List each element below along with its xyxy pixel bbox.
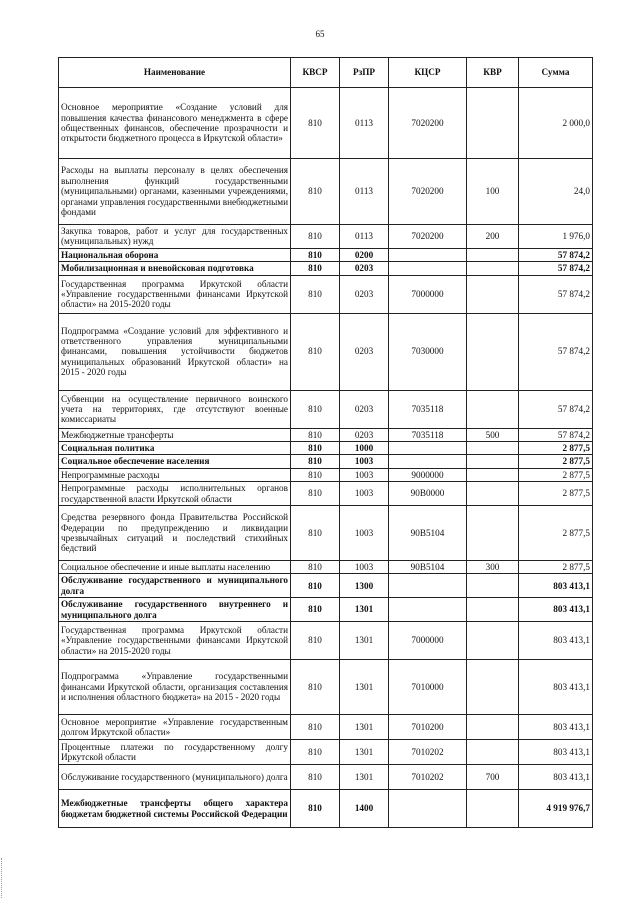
- cell-name: Непрограммные расходы: [59, 468, 291, 481]
- cell-rzpr: 1301: [340, 765, 389, 790]
- cell-kvr: [467, 262, 519, 275]
- cell-name: Подпрограмма «Управление государственными финансами Иркутской области, организация составления и исполнения областного бюджета» на 2015 - 2020 годы: [59, 660, 291, 715]
- cell-kvr: [467, 598, 519, 622]
- header-name: Наименование: [59, 58, 291, 88]
- cell-rzpr: 0200: [340, 248, 389, 261]
- cell-kvr: [467, 248, 519, 261]
- cell-kcsr: 90В0000: [389, 482, 467, 506]
- cell-rzpr: 0203: [340, 428, 389, 441]
- cell-rzpr: 1003: [340, 455, 389, 468]
- cell-kvsr: 810: [291, 428, 340, 441]
- cell-kvsr: 810: [291, 790, 340, 828]
- cell-sum: 2 000,0: [519, 88, 593, 159]
- cell-sum: 803 413,1: [519, 740, 593, 765]
- table-row: [59, 715, 593, 740]
- cell-rzpr: 1301: [340, 598, 389, 622]
- cell-kvr: [467, 455, 519, 468]
- table-row: [59, 740, 593, 765]
- cell-kvr: [467, 740, 519, 765]
- page-number: 65: [315, 29, 325, 39]
- cell-sum: 803 413,1: [519, 622, 593, 660]
- cell-kvsr: 810: [291, 88, 340, 159]
- cell-name: Закупка товаров, работ и услуг для государственных (муниципальных) нужд: [59, 225, 291, 249]
- cell-sum: 57 874,2: [519, 390, 593, 428]
- table-row: [59, 574, 593, 598]
- cell-kvsr: 810: [291, 482, 340, 506]
- table-row: [59, 598, 593, 622]
- cell-kcsr: [389, 442, 467, 455]
- cell-rzpr: 0203: [340, 275, 389, 313]
- table-row: [59, 159, 593, 225]
- cell-sum: 57 874,2: [519, 313, 593, 390]
- cell-kcsr: 7010202: [389, 740, 467, 765]
- cell-kcsr: 90В5104: [389, 561, 467, 574]
- table-row: [59, 622, 593, 660]
- cell-kvsr: 810: [291, 455, 340, 468]
- cell-kvsr: 810: [291, 506, 340, 561]
- cell-sum: 803 413,1: [519, 765, 593, 790]
- cell-sum: 4 919 976,7: [519, 790, 593, 828]
- cell-rzpr: 1003: [340, 506, 389, 561]
- cell-name: Социальное обеспечение населения: [59, 455, 291, 468]
- cell-kcsr: 7020200: [389, 159, 467, 225]
- cell-sum: 57 874,2: [519, 275, 593, 313]
- table-row: [59, 442, 593, 455]
- table-row: [59, 506, 593, 561]
- table-row: [59, 561, 593, 574]
- cell-kcsr: 7035118: [389, 428, 467, 441]
- cell-kcsr: 7035118: [389, 390, 467, 428]
- table-row: [59, 455, 593, 468]
- cell-kcsr: 9000000: [389, 468, 467, 481]
- cell-rzpr: 0203: [340, 262, 389, 275]
- cell-sum: 24,0: [519, 159, 593, 225]
- cell-rzpr: 1301: [340, 740, 389, 765]
- cell-kcsr: [389, 248, 467, 261]
- table-row: [59, 790, 593, 828]
- cell-kcsr: [389, 598, 467, 622]
- table-row: [59, 262, 593, 275]
- cell-rzpr: 0113: [340, 225, 389, 249]
- cell-kcsr: 7010000: [389, 660, 467, 715]
- cell-kcsr: 7010202: [389, 765, 467, 790]
- cell-kvr: [467, 506, 519, 561]
- cell-kvr: [467, 390, 519, 428]
- table-row: [59, 428, 593, 441]
- cell-kcsr: 7010200: [389, 715, 467, 740]
- cell-rzpr: 0113: [340, 88, 389, 159]
- cell-sum: 57 874,2: [519, 262, 593, 275]
- cell-kvr: [467, 715, 519, 740]
- cell-sum: 57 874,2: [519, 248, 593, 261]
- cell-sum: 2 877,5: [519, 455, 593, 468]
- cell-rzpr: 1003: [340, 482, 389, 506]
- cell-kvr: 700: [467, 765, 519, 790]
- cell-name: Субвенции на осуществление первичного воинского учета на территориях, где отсутствуют военные комиссариаты: [59, 390, 291, 428]
- cell-name: Обслуживание государственного (муниципального) долга: [59, 765, 291, 790]
- table-row: [59, 468, 593, 481]
- cell-name: Подпрограмма «Создание условий для эффективного и ответственного управления муниципальными финансами, повышения устойчивости бюджетов муниципальных образований Иркутской области» на 2015 - 2020 годы: [59, 313, 291, 390]
- budget-table: [58, 57, 593, 828]
- header-kcsr: КЦСР: [389, 58, 467, 88]
- table-row: [59, 313, 593, 390]
- cell-name: Обслуживание государственного и муниципального долга: [59, 574, 291, 598]
- cell-kvr: [467, 790, 519, 828]
- cell-rzpr: 0113: [340, 159, 389, 225]
- cell-sum: 2 877,5: [519, 468, 593, 481]
- cell-name: Национальная оборона: [59, 248, 291, 261]
- table-row: [59, 765, 593, 790]
- cell-kvsr: 810: [291, 442, 340, 455]
- cell-name: Расходы на выплаты персоналу в целях обеспечения выполнения функций государственными (муниципальными) органами, казенными учреждениями, органами управления государственными внебюджетными фондами: [59, 159, 291, 225]
- table-row: [59, 482, 593, 506]
- cell-kcsr: [389, 790, 467, 828]
- cell-sum: 1 976,0: [519, 225, 593, 249]
- cell-kvsr: 810: [291, 765, 340, 790]
- cell-kvr: [467, 88, 519, 159]
- table-row: [59, 275, 593, 313]
- cell-name: Непрограммные расходы исполнительных органов государственной власти Иркутской области: [59, 482, 291, 506]
- cell-kcsr: [389, 262, 467, 275]
- scan-edge-mark: [1, 858, 3, 898]
- cell-name: Средства резервного фонда Правительства Российской Федерации по предупреждению и ликвидации чрезвычайных ситуаций и последствий стихийных бедствий: [59, 506, 291, 561]
- cell-name: Государственная программа Иркутской области «Управление государственными финансами Иркутской области» на 2015-2020 годы: [59, 622, 291, 660]
- cell-name: Социальное обеспечение и иные выплаты населению: [59, 561, 291, 574]
- table-header-row: [59, 58, 593, 88]
- cell-rzpr: 1301: [340, 660, 389, 715]
- cell-rzpr: 0203: [340, 390, 389, 428]
- cell-kvr: 500: [467, 428, 519, 441]
- cell-kcsr: [389, 574, 467, 598]
- cell-sum: 803 413,1: [519, 715, 593, 740]
- cell-kvr: [467, 622, 519, 660]
- cell-kvsr: 810: [291, 225, 340, 249]
- cell-sum: 2 877,5: [519, 482, 593, 506]
- table-row: [59, 390, 593, 428]
- cell-kvr: [467, 660, 519, 715]
- cell-rzpr: 1300: [340, 574, 389, 598]
- table-row: [59, 88, 593, 159]
- header-kvsr: КВСР: [291, 58, 340, 88]
- header-kvr: КВР: [467, 58, 519, 88]
- cell-kvr: [467, 275, 519, 313]
- cell-name: Процентные платежи по государственному долгу Иркутской области: [59, 740, 291, 765]
- cell-sum: 2 877,5: [519, 561, 593, 574]
- cell-kcsr: 7030000: [389, 313, 467, 390]
- table-row: [59, 660, 593, 715]
- header-sum: Сумма: [519, 58, 593, 88]
- cell-kcsr: 7000000: [389, 275, 467, 313]
- cell-kvr: [467, 468, 519, 481]
- cell-rzpr: 0203: [340, 313, 389, 390]
- cell-rzpr: 1000: [340, 442, 389, 455]
- cell-kcsr: 7020200: [389, 88, 467, 159]
- cell-name: Основное мероприятие «Создание условий для повышения качества финансового менеджмента в сфере общественных финансов, обеспечение прозрачности и открытости бюджетного процесса в Иркутской области»: [59, 88, 291, 159]
- cell-kvr: 200: [467, 225, 519, 249]
- cell-name: Мобилизационная и вневойсковая подготовка: [59, 262, 291, 275]
- cell-kcsr: [389, 455, 467, 468]
- cell-sum: 803 413,1: [519, 660, 593, 715]
- cell-kvsr: 810: [291, 313, 340, 390]
- cell-sum: 2 877,5: [519, 506, 593, 561]
- cell-kvsr: 810: [291, 622, 340, 660]
- cell-name: Межбюджетные трансферты общего характера бюджетам бюджетной системы Российской Федерации: [59, 790, 291, 828]
- cell-kvsr: 810: [291, 262, 340, 275]
- cell-kcsr: 7000000: [389, 622, 467, 660]
- cell-kvsr: 810: [291, 574, 340, 598]
- cell-sum: 57 874,2: [519, 428, 593, 441]
- cell-kvsr: 810: [291, 660, 340, 715]
- cell-kvsr: 810: [291, 390, 340, 428]
- cell-kvsr: 810: [291, 275, 340, 313]
- cell-rzpr: 1003: [340, 468, 389, 481]
- cell-kvsr: 810: [291, 248, 340, 261]
- cell-sum: 2 877,5: [519, 442, 593, 455]
- cell-kcsr: 7020200: [389, 225, 467, 249]
- cell-rzpr: 1400: [340, 790, 389, 828]
- cell-rzpr: 1301: [340, 715, 389, 740]
- cell-kvr: [467, 313, 519, 390]
- cell-name: Межбюджетные трансферты: [59, 428, 291, 441]
- cell-kvsr: 810: [291, 468, 340, 481]
- cell-sum: 803 413,1: [519, 574, 593, 598]
- cell-name: Государственная программа Иркутской области «Управление государственными финансами Иркутской области» на 2015-2020 годы: [59, 275, 291, 313]
- cell-name: Социальная политика: [59, 442, 291, 455]
- cell-kvsr: 810: [291, 561, 340, 574]
- cell-kvr: [467, 574, 519, 598]
- header-rzpr: РзПР: [340, 58, 389, 88]
- cell-sum: 803 413,1: [519, 598, 593, 622]
- cell-kvsr: 810: [291, 715, 340, 740]
- cell-rzpr: 1003: [340, 561, 389, 574]
- cell-kvsr: 810: [291, 159, 340, 225]
- cell-rzpr: 1301: [340, 622, 389, 660]
- cell-kvr: 300: [467, 561, 519, 574]
- table-row: [59, 248, 593, 261]
- cell-kcsr: 90В5104: [389, 506, 467, 561]
- cell-kvr: 100: [467, 159, 519, 225]
- cell-name: Обслуживание государственного внутреннего и муниципального долга: [59, 598, 291, 622]
- table-row: [59, 225, 593, 249]
- cell-kvr: [467, 482, 519, 506]
- cell-kvsr: 810: [291, 598, 340, 622]
- cell-kvr: [467, 442, 519, 455]
- cell-kvsr: 810: [291, 740, 340, 765]
- cell-name: Основное мероприятие «Управление государственным долгом Иркутской области»: [59, 715, 291, 740]
